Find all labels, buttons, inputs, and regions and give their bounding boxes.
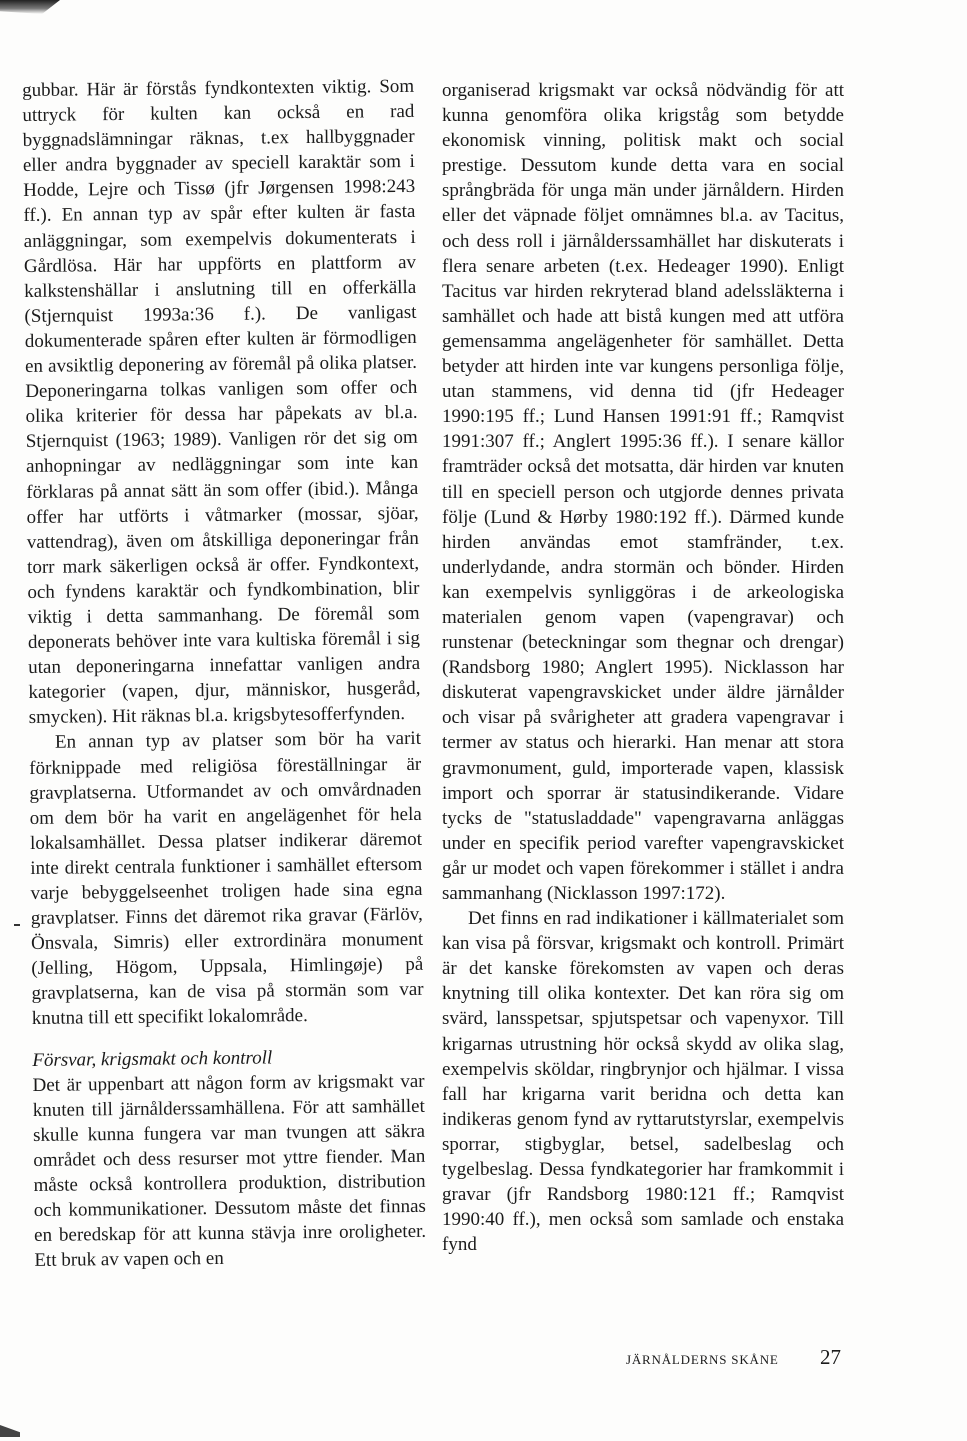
body-paragraph: organiserad krigsmakt var också nödvändig för att kunna genomföra olika krigståg som betydde ekonomisk vinning, politisk makt och social prestige. Dessutom kunde detta vara en social språngbräda för unga män under järnåldern. Hirden eller det väpnade följet omnämnes bl.a. av Tacitus, och dess roll i järnålderssamhället har diskuterats i flera senare arbeten (t.ex. Hedeager 1990). Enligt Tacitus var hirden rekryterad bland adelssläkterna i samhället och hade att bistå kungen med att utföra gemensamma angelägenheter för samhället. Detta betyder att hirden inte var kungens personliga följe, utan stammens, vid denna tid (jfr Hedeager 1990:195 ff.; Lund Hansen 1991:91 ff.; Ramqvist 1991:307 ff.; Anglert 1995:36 ff.). I senare källor framträder också det motsatta, där hirden var knuten till en speciell person och utgjorde dennes privata följe (Lund & Hørby 1980:192 ff.). Därmed kunde hirden användas emot stamfränder, t.ex. underlydande, andra stormän och bönder. Hirden kan exempelvis synliggöras i de arkeologiska materialen genom vapen (vapengravar) och runstenar (beteckningar som thegnar och drengar) (Randsborg 1980; Anglert 1995). Nicklasson har diskuterat vapengravskicket under äldre järnålder och visar på svårigheter att gradera vapengravar i termer av status och hierarki. Han menar att stora gravmonument, guld, importerade vapen, klassisk import och sporrar är statusindikerande. Vidare tycks de "statusladdade" vapengravarna anläggas under en specifik period varefter vapengravskicket går ur modet och vapen förekommer i stället i andra sammanhang (Nicklasson 1997:172).	[442, 80, 844, 904]
section-heading: Försvar, krigsmakt och kontroll	[32, 1046, 273, 1071]
body-paragraph: gubbar. Här är förstås fyndkontexten viktig. Som uttryck för kulten kan också en rad byggnadslämningar räknas, t.ex hallbyggnader eller andra byggnader av speciell karaktär som i Hodde, Lejre och Tissø (jfr Jørgensen 1998:243 ff.). En annan typ av spår efter kulten är fasta anläggningar, som exempelvis dokumenterats i Gårdlösa. Här har uppförts en plattform av kalkstenshällar i anslutning till en offerkälla (Stjernquist 1993a:36 f.). De vanligast dokumenterade spåren efter kulten är förmodligen en avsiktlig deponering av föremål på olika platser. Deponeringarna tolkas vanligen som offer och olika kriterier för dessa har påpekats av bl.a. Stjernquist (1963; 1989). Vanligen rör det sig om anhopningar av nedläggningar som inte kan förklaras på annat sätt än som offer (ibid.). Många offer har utförts i våtmarker (mossar, sjöar, vattendrag), även om åtskilliga deponeringar från torr mark säkerligen också är offer. Fyndkontext, och fyndens karaktär och fyndkombination, blir viktig i detta sammanhang. De föremål som deponerats behöver inte vara kultiska föremål i sig utan deponeringarna innefattar vanligen andra kategorier (vapen, djur, människor, husgeråd, smycken). Hit räknas bl.a. krigsbytesofferfynden.	[22, 75, 421, 729]
left-text-column	[22, 74, 426, 1273]
scan-edge-mark	[0, 0, 60, 14]
scan-edge-mark	[0, 1425, 20, 1437]
running-footer-title: JÄRNÅLDERNS SKÅNE	[626, 1352, 779, 1367]
right-text-column	[442, 78, 844, 1257]
body-paragraph: Det är uppenbart att någon form av krigsmakt var knuten till järnålderssamhällena. För att samhället skulle kunna fungera var man tvungen att säkra området och dess resurser mot yttre fiender. Man måste också kontrollera produktion, distribution och kommunikationer. Dessutom måste det finnas en beredskap för att kunna stävja inre oroligheter. Ett bruk av vapen och en	[32, 1070, 427, 1272]
body-paragraph: Det finns en rad indikationer i källmaterialet som kan visa på försvar, krigsmakt och kontroll. Primärt är det kanske förekomsten av vapen och deras knytning till olika kontexter. Det kan röra sig om svärd, lansspetsar, spjutspetsar och vapenyxor. Till krigarnas utrustning hör också skydd av olika slag, exempelvis sköldar, ringbrynjor och hjälmar. I vissa fall har krigarna varit beridna och detta kan indikeras genom fynd av ryttarutstyrslar, exempelvis sporrar, stigbyglar, betsel, sadelbeslag och tygelbeslag. Dessa fyndkategorier har framkommit i gravar (jfr Randsborg 1980:121 ff.; Ramqvist 1990:40 ff.), men också som samlade och enstaka fynd	[442, 908, 844, 1256]
page-number: 27	[820, 1345, 841, 1369]
body-paragraph: En annan typ av platser som bör ha varit förknippade med religiösa föreställningar är gravplatserna. Utformandet av och omvårdnaden om dem bör ha varit en angelägenhet för hela lokalsamhället. Dessa platser indikerar däremot inte direkt centrala funktioner i samhället eftersom varje bebyggelseenhet troligen hade sina egna gravplatser. Finns det däremot rika gravar (Färlöv, Önsvala, Simris) eller extrordinära monument (Jelling, Högom, Uppsala, Himlingøje) på gravplatserna, kan de visa på stormän som var knutna till ett specifikt lokalområde.	[29, 728, 424, 1030]
margin-tick-mark	[14, 924, 20, 926]
